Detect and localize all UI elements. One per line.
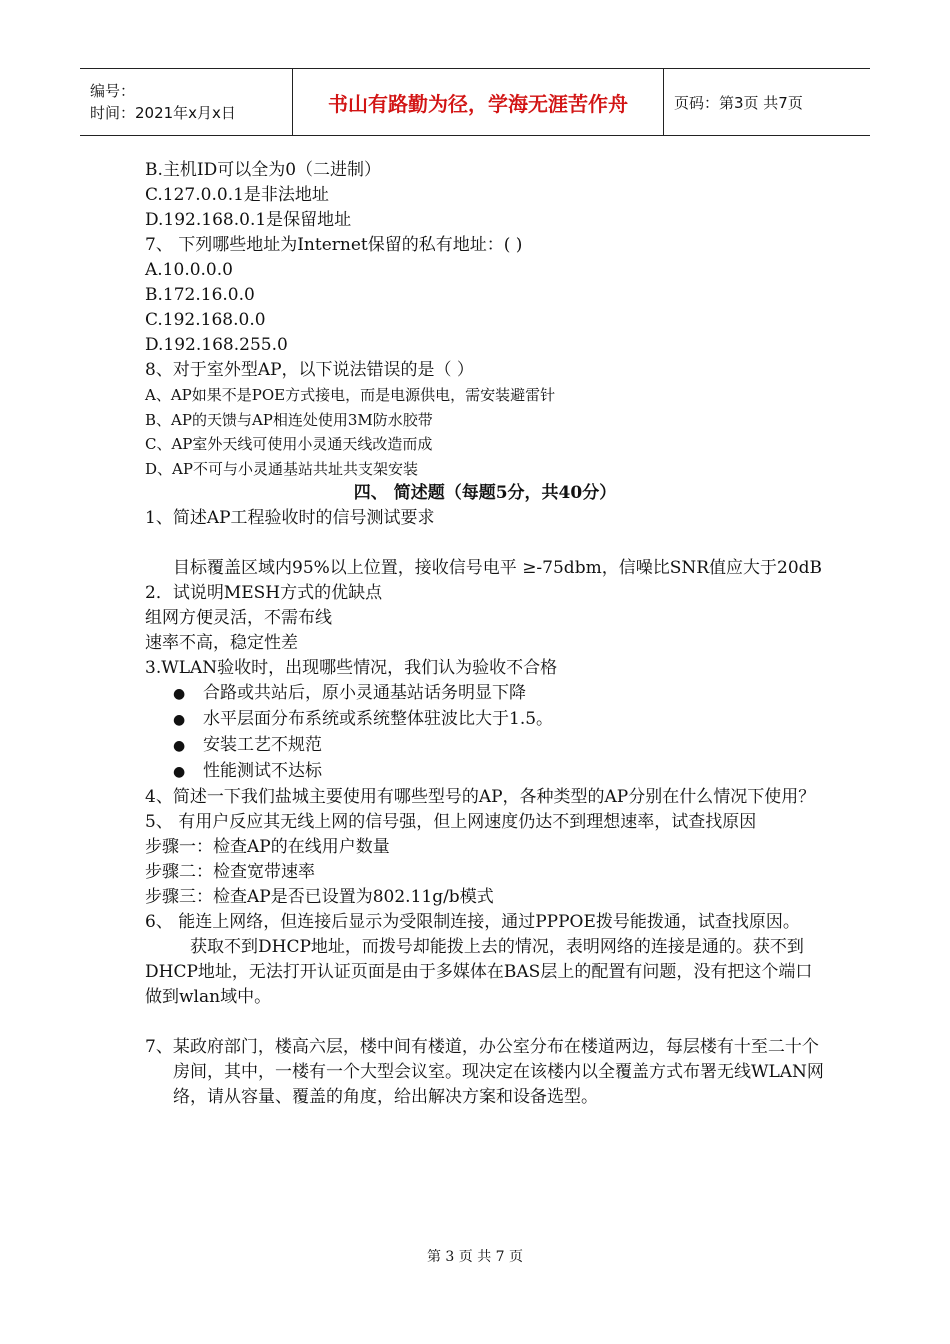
s2-question: 2．试说明MESH方式的优缺点	[145, 583, 383, 603]
s7-question: 7、某政府部门，楼高六层，楼中间有楼道，办公室分布在楼道两边，每层楼有十至二十个房间，其中，一楼有一个大型会议室。现决定在该楼内以全覆盖方式布署无线WLAN网络，请从容量、覆盖的角度，给出解决方案和设备选型。	[145, 1037, 824, 1107]
header-page-cell	[664, 69, 870, 135]
q6-option-b: B.主机ID可以全为0（二进制）	[145, 160, 382, 180]
bullet-icon: ●	[173, 686, 186, 702]
s3-bullet-4-text: 性能测试不达标	[203, 761, 322, 781]
s6-answer: 获取不到DHCP地址，而拨号却能拨上去的情况，表明网络的连接是通的。获不到DHCP地址，无法打开认证页面是由于多媒体在BAS层上的配置有问题，没有把这个端口做到wlan域中。	[145, 937, 813, 1007]
number-label: 编号：	[90, 82, 136, 100]
q8-option-b: B、AP的天馈与AP相连处使用3M防水胶带	[145, 410, 433, 429]
s1-question: 1、简述AP工程验收时的信号测试要求	[145, 508, 435, 528]
s5-step-2: 步骤二：检查宽带速率	[145, 862, 315, 882]
s3-bullet-1	[145, 681, 825, 707]
page-header	[80, 68, 870, 136]
q6-option-c: C.127.0.0.1是非法地址	[145, 185, 329, 205]
q6-option-d: D.192.168.0.1是保留地址	[145, 210, 352, 230]
q7-question: 7、 下列哪些地址为Internet保留的私有地址：( )	[145, 235, 523, 255]
s5-step-1: 步骤一：检查AP的在线用户数量	[145, 837, 390, 857]
s3-bullet-2	[145, 707, 825, 733]
page-info: 页码：第3页 共7页	[674, 93, 803, 112]
s1-answer: 目标覆盖区域内95%以上位置，接收信号电平 ≥-75dbm，信噪比SNR值应大于20dB	[173, 558, 823, 578]
s3-bullet-4	[145, 759, 825, 785]
s6-question: 6、 能连上网络，但连接后显示为受限制连接，通过PPPOE拨号能拨通，试查找原因。	[145, 912, 800, 932]
header-left-cell	[80, 69, 292, 135]
q7-option-b: B.172.16.0.0	[145, 285, 255, 305]
q8-option-d: D、AP不可与小灵通基站共址共支架安装	[145, 459, 418, 478]
s4-question: 4、简述一下我们盐城主要使用有哪些型号的AP，各种类型的AP分别在什么情况下使用？	[145, 787, 816, 807]
bullet-icon: ●	[173, 764, 186, 780]
document-body	[145, 158, 825, 1110]
motto-text: 书山有路勤为径，学海无涯苦作舟	[328, 91, 628, 116]
s5-step-3: 步骤三：检查AP是否已设置为802.11g/b模式	[145, 887, 494, 907]
s5-question: 5、 有用户反应其无线上网的信号强，但上网速度仍达不到理想速率，试查找原因	[145, 812, 757, 832]
s2-answer-2: 速率不高，稳定性差	[145, 633, 298, 653]
page-footer: 第 3 页 共 7 页	[426, 1249, 524, 1265]
section-4-title: 四、 简述题（每题5分，共40分）	[353, 483, 617, 503]
q7-option-a: A.10.0.0.0	[145, 260, 233, 280]
s3-bullet-1-text: 合路或共站后，原小灵通基站话务明显下降	[203, 683, 526, 703]
bullet-icon: ●	[173, 738, 186, 754]
q7-option-d: D.192.168.255.0	[145, 335, 288, 355]
q7-option-c: C.192.168.0.0	[145, 310, 266, 330]
s3-bullet-3	[145, 733, 825, 759]
s3-bullet-3-text: 安装工艺不规范	[203, 735, 322, 755]
bullet-icon: ●	[173, 712, 186, 728]
q8-option-a: A、AP如果不是POE方式接电，而是电源供电，需安装避雷针	[145, 386, 556, 404]
time-label: 时间：2021年x月x日	[90, 104, 236, 122]
q8-option-c: C、AP室外天线可使用小灵通天线改造而成	[145, 435, 433, 453]
s3-bullet-2-text: 水平层面分布系统或系统整体驻波比大于1.5。	[203, 709, 554, 729]
header-motto-cell	[292, 69, 664, 135]
s2-answer-1: 组网方便灵活，不需布线	[145, 608, 332, 628]
s3-question: 3.WLAN验收时，出现哪些情况，我们认为验收不合格	[145, 658, 558, 678]
q8-question: 8、对于室外型AP，以下说法错误的是（ ）	[145, 360, 474, 380]
